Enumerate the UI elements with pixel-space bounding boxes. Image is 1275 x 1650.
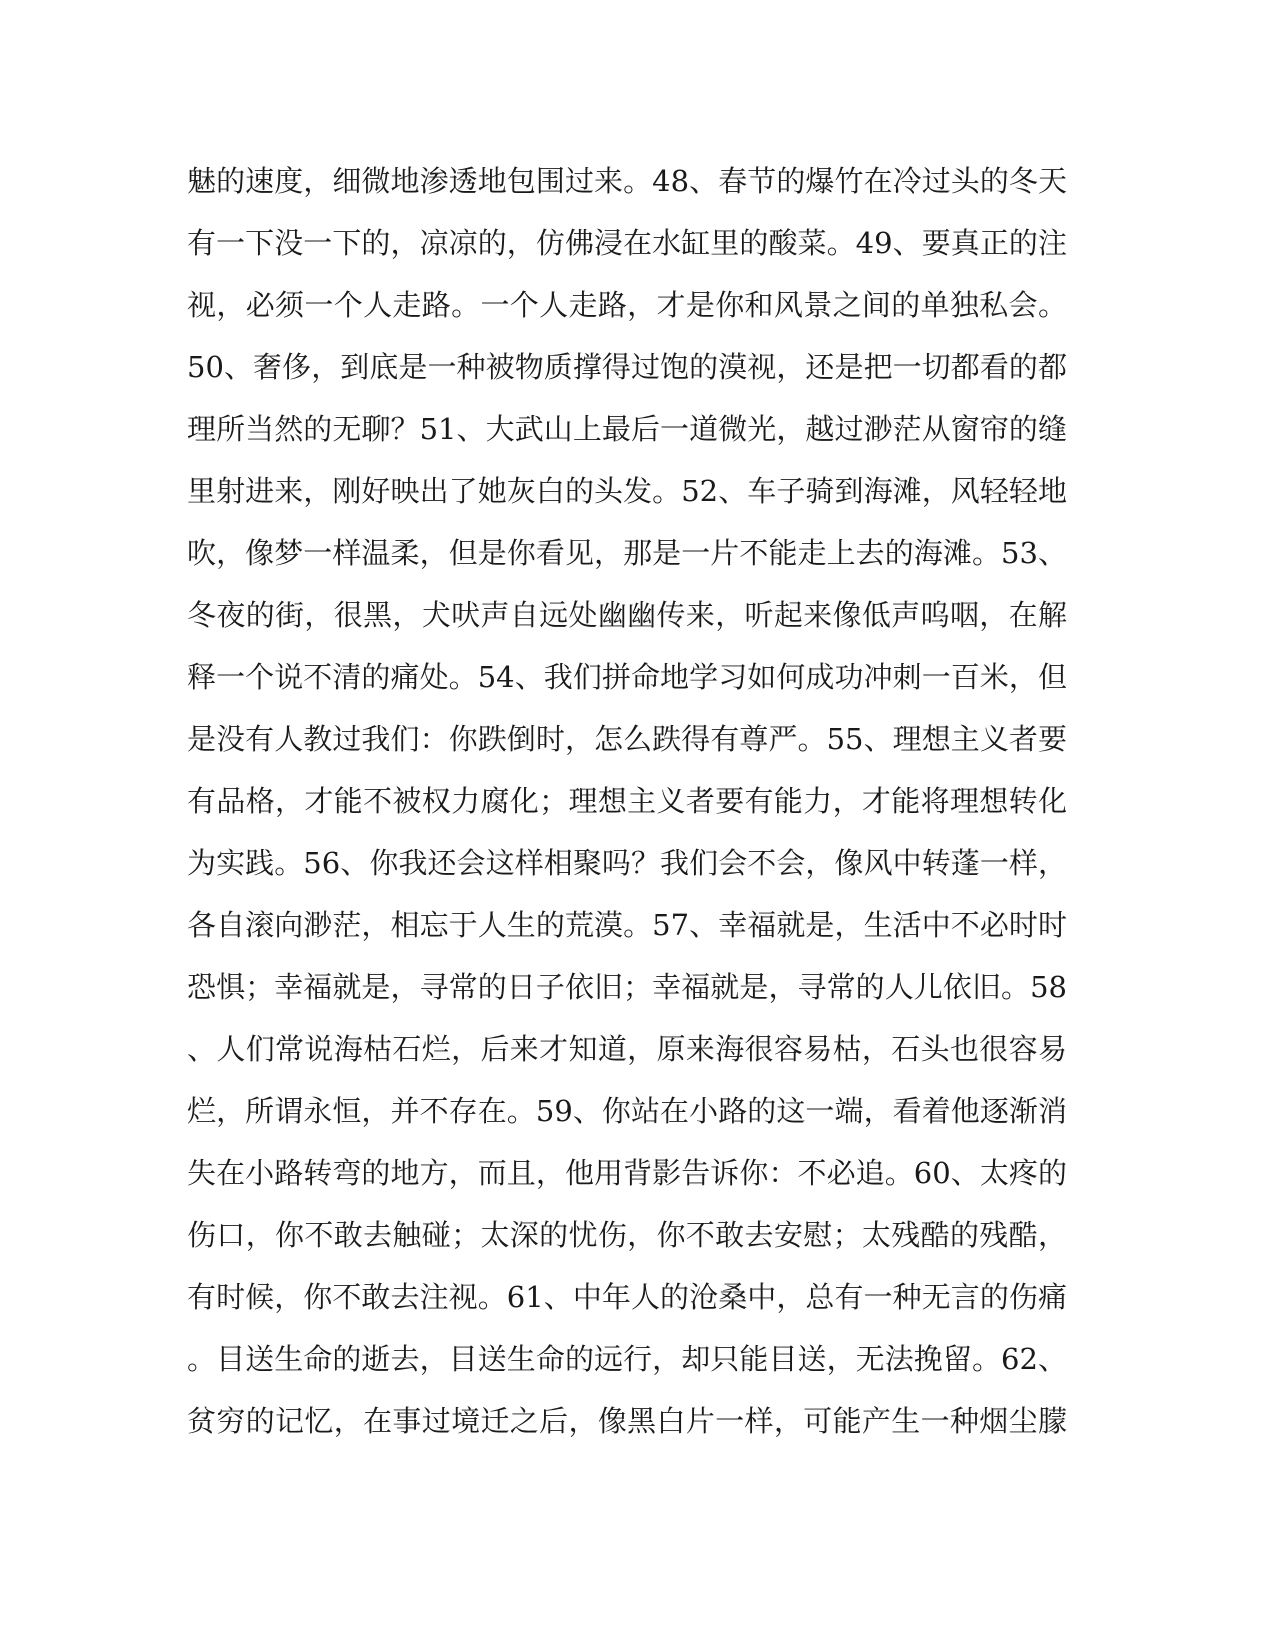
body-text bbox=[187, 163, 1067, 1465]
text-line: 冬夜的街，很黑，犬吠声自远处幽幽传来，听起来像低声呜咽，在解 bbox=[187, 598, 1067, 632]
text-line: 烂，所谓永恒，并不存在。59、你站在小路的这一端，看着他逐渐消 bbox=[187, 1094, 1067, 1128]
text-line: 为实践。56、你我还会这样相聚吗？我们会不会，像风中转蓬一样， bbox=[187, 846, 1067, 880]
text-line: 是没有人教过我们：你跌倒时，怎么跌得有尊严。55、理想主义者要 bbox=[187, 722, 1067, 756]
text-line: 视，必须一个人走路。一个人走路，才是你和风景之间的单独私会。 bbox=[187, 288, 1067, 322]
text-line: 吹，像梦一样温柔，但是你看见，那是一片不能走上去的海滩。53、 bbox=[187, 536, 1067, 570]
text-line: 有一下没一下的，凉凉的，仿佛浸在水缸里的酸菜。49、要真正的注 bbox=[187, 226, 1067, 260]
text-line: 恐惧；幸福就是，寻常的日子依旧；幸福就是，寻常的人儿依旧。58 bbox=[187, 970, 1067, 1004]
text-line: 里射进来，刚好映出了她灰白的头发。52、车子骑到海滩，风轻轻地 bbox=[187, 474, 1067, 508]
text-line: 释一个说不清的痛处。54、我们拼命地学习如何成功冲刺一百米，但 bbox=[187, 660, 1067, 694]
text-line: 。目送生命的逝去，目送生命的远行，却只能目送，无法挽留。62、 bbox=[187, 1342, 1067, 1376]
text-line: 、人们常说海枯石烂，后来才知道，原来海很容易枯，石头也很容易 bbox=[187, 1032, 1067, 1066]
text-line: 各自滚向渺茫，相忘于人生的荒漠。57、幸福就是，生活中不必时时 bbox=[187, 908, 1067, 942]
text-line: 贫穷的记忆，在事过境迁之后，像黑白片一样，可能产生一种烟尘朦 bbox=[187, 1404, 1067, 1438]
text-line: 魅的速度，细微地渗透地包围过来。48、春节的爆竹在冷过头的冬天 bbox=[187, 164, 1067, 198]
text-line: 50、奢侈，到底是一种被物质撑得过饱的漠视，还是把一切都看的都 bbox=[187, 350, 1067, 384]
text-line: 理所当然的无聊？51、大武山上最后一道微光，越过渺茫从窗帘的缝 bbox=[187, 412, 1067, 446]
text-line: 有品格，才能不被权力腐化；理想主义者要有能力，才能将理想转化 bbox=[187, 784, 1067, 818]
text-line: 有时候，你不敢去注视。61、中年人的沧桑中，总有一种无言的伤痛 bbox=[187, 1280, 1067, 1314]
text-line: 伤口，你不敢去触碰；太深的忧伤，你不敢去安慰；太残酷的残酷， bbox=[187, 1218, 1067, 1252]
text-line: 失在小路转弯的地方，而且，他用背影告诉你：不必追。60、太疼的 bbox=[187, 1156, 1067, 1190]
